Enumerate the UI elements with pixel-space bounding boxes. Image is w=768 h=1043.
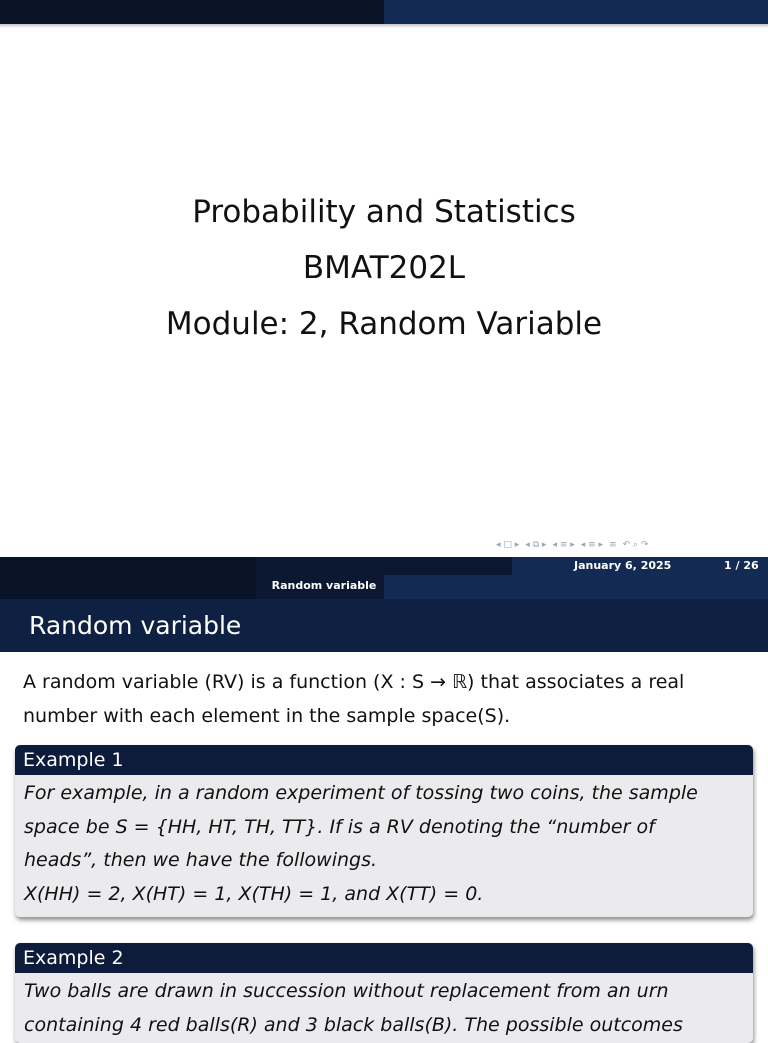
footer-right-bottom — [384, 575, 768, 599]
navigation-symbols — [496, 538, 764, 552]
header-bar-right — [384, 0, 768, 24]
example-2-line: Two balls are drawn in succession without replacement from an urn — [24, 980, 669, 1002]
example-1-body — [15, 775, 753, 915]
nav-subsection-icon[interactable]: ◂ ≡ ▸ — [580, 540, 604, 550]
nav-section-icon[interactable]: ◂ ≡ ▸ — [552, 540, 575, 550]
example-2-line: containing 4 red balls(R) and 3 black balls(B). The possible outcomes — [24, 1013, 683, 1036]
presentation-title: Probability and Statistics — [192, 194, 576, 230]
footer-page-number: 1 / 26 — [724, 559, 759, 572]
example-2-title: Example 2 — [15, 943, 753, 973]
footer-mid — [256, 557, 512, 575]
example-1-line: For example, in a random experiment of tossing two coins, the sample — [24, 782, 698, 804]
course-code: BMAT202L — [302, 250, 466, 286]
nav-first-icon[interactable]: ◂ □ ▸ — [496, 540, 520, 550]
header-bar-left — [0, 0, 384, 24]
example-block-2 — [15, 943, 753, 1043]
example-block-1 — [15, 745, 753, 917]
example-2-body — [15, 973, 753, 1043]
footer-section-label[interactable]: Random variable — [271, 579, 377, 592]
footer-left — [0, 557, 256, 599]
frame-title: Random variable — [29, 611, 242, 640]
definition-line: A random variable (RV) is a function (X : S → ℝ) that associates a real — [23, 671, 685, 693]
example-1-title: Example 1 — [15, 745, 753, 775]
nav-appendix-icon[interactable]: ≡ — [609, 540, 617, 550]
definition-paragraph — [23, 665, 743, 733]
example-1-line: space be S = {HH, HT, TH, TT}. If is a RV denoting the “number of — [24, 815, 655, 838]
example-1-line: heads”, then we have the followings. — [24, 849, 378, 871]
module-title: Module: 2, Random Variable — [165, 306, 603, 342]
nav-search-icon[interactable]: ↶ ⌕ ↷ — [622, 540, 649, 550]
header-shadow — [0, 24, 768, 28]
footer-date: January 6, 2025 — [574, 559, 672, 572]
nav-frame-icon[interactable]: ◂ ⧉ ▸ — [525, 540, 547, 550]
definition-line: number with each element in the sample space(S). — [23, 705, 511, 727]
example-1-line: X(HH) = 2, X(HT) = 1, X(TH) = 1, and X(TT) = 0. — [24, 882, 484, 905]
